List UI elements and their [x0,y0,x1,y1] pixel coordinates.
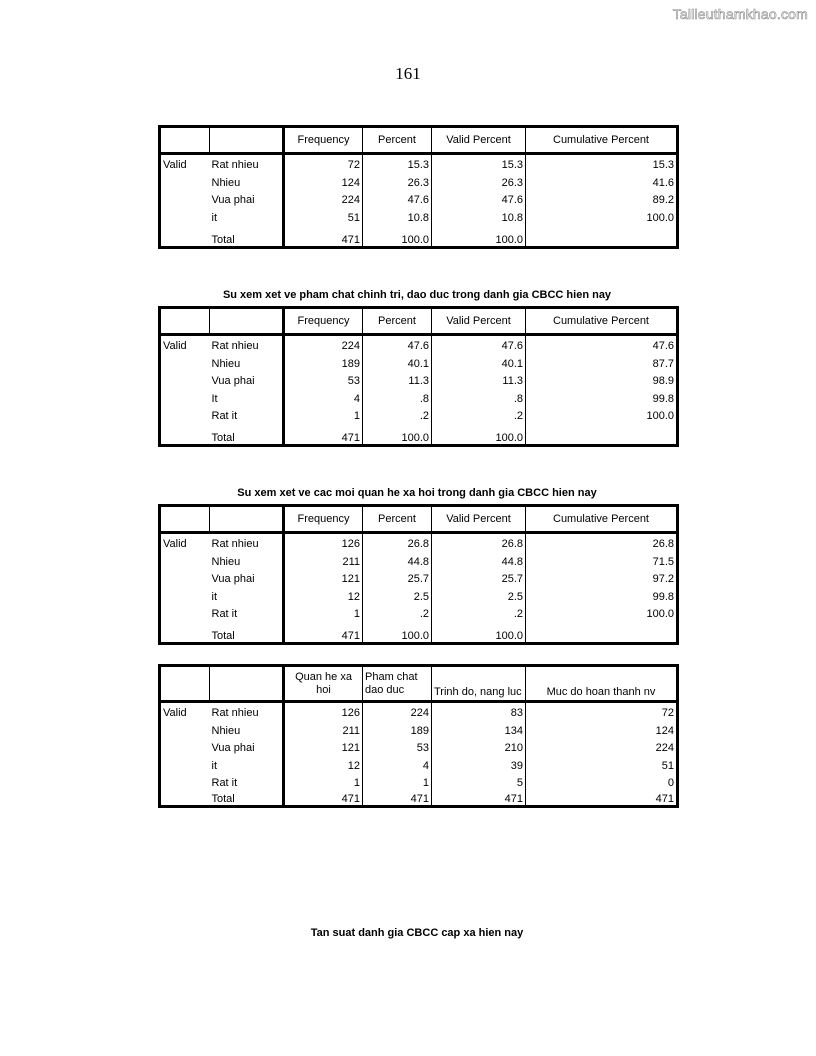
header-blank [210,308,284,335]
cell-frequency: 124 [284,171,363,189]
header-muc-do-hoan-thanh-nv: Muc do hoan thanh nv [526,666,678,702]
cell-cumulative-percent: 98.9 [526,370,678,388]
cell-valid-percent: 26.3 [432,171,526,189]
table-row [160,370,678,388]
cell-cumulative-percent [526,224,678,248]
header-percent: Percent [363,506,432,533]
cell-muc-do: 72 [526,702,678,720]
cell-valid-percent: 47.6 [432,335,526,353]
cell-frequency: 53 [284,370,363,388]
cell-pham-chat: 224 [363,702,432,720]
table-row-total [160,789,678,807]
row-label: It [211,392,218,405]
cell-valid-percent: .2 [432,405,526,423]
footer-title: Tan suat danh gia CBCC cap xa hien nay [310,927,524,939]
cell-pham-chat: 53 [363,737,432,755]
table-row [160,387,678,405]
table-row [160,189,678,207]
row-label: Vua phai [211,573,255,585]
cell-frequency: 4 [284,387,363,405]
row-label: Vua phai [211,194,255,206]
cell-valid-percent: 10.8 [432,206,526,224]
header-blank [210,506,284,533]
cell-frequency: 471 [284,224,363,248]
table-2-title: Su xem xet ve pham chat chinh tri, dao duc trong danh gia CBCC hien nay [222,289,612,301]
cell-valid-percent: 2.5 [432,585,526,603]
cell-muc-do: 51 [526,754,678,772]
cell-valid-percent: 100.0 [432,620,526,644]
cell-quan-he: 121 [284,737,363,755]
table-row [160,405,678,423]
cell-frequency: 224 [284,335,363,353]
row-label: it [211,590,217,603]
watermark: Tailieuthamkhao.com [672,6,808,22]
header-cumulative-percent: Cumulative Percent [526,127,678,154]
header-trinh-do-nang-luc: Trinh do, nang luc [432,666,526,702]
table-row [160,335,678,353]
group-label: Valid [163,340,187,352]
frequency-table-1 [158,125,679,249]
cell-trinh-do: 210 [432,737,526,755]
cell-cumulative-percent [526,422,678,446]
header-frequency: Frequency [284,506,363,533]
cell-frequency: 1 [284,405,363,423]
table-row [160,737,678,755]
header-quan-he-xa-hoi: Quan he xa hoi [284,666,363,702]
table-row [160,754,678,772]
cell-valid-percent: 100.0 [432,422,526,446]
cell-percent: .2 [363,603,432,621]
cell-cumulative-percent: 89.2 [526,189,678,207]
cell-frequency: 126 [284,533,363,551]
row-label: Total [211,233,235,246]
cell-frequency: 189 [284,352,363,370]
cell-muc-do: 471 [526,789,678,807]
header-valid-percent: Valid Percent [432,506,526,533]
cell-percent: 47.6 [363,335,432,353]
cell-cumulative-percent: 99.8 [526,387,678,405]
header-valid-percent: Valid Percent [432,308,526,335]
cell-percent: 26.8 [363,533,432,551]
cell-percent: .2 [363,405,432,423]
row-label: Vua phai [211,375,255,387]
cell-trinh-do: 39 [432,754,526,772]
table-row [160,533,678,551]
table-row-total [160,422,678,446]
cell-pham-chat: 189 [363,719,432,737]
cell-cumulative-percent: 71.5 [526,550,678,568]
cell-frequency: 72 [284,154,363,172]
cell-muc-do: 224 [526,737,678,755]
group-label: Valid [163,707,187,719]
cell-quan-he: 1 [284,772,363,790]
cell-valid-percent: 26.8 [432,533,526,551]
group-label: Valid [163,538,187,550]
header-blank [160,666,210,702]
table-row [160,603,678,621]
header-cumulative-percent: Cumulative Percent [526,308,678,335]
header-blank [160,308,210,335]
cell-valid-percent: 47.6 [432,189,526,207]
table-row [160,206,678,224]
cell-valid-percent: .2 [432,603,526,621]
table-row [160,585,678,603]
frequency-table-3 [158,504,679,645]
cell-muc-do: 0 [526,772,678,790]
cell-percent: 25.7 [363,568,432,586]
cell-trinh-do: 471 [432,789,526,807]
header-percent: Percent [363,308,432,335]
row-label: it [211,759,217,772]
row-label: Total [211,793,235,805]
cell-frequency: 1 [284,603,363,621]
cell-percent: 100.0 [363,224,432,248]
cell-percent: 10.8 [363,206,432,224]
cell-valid-percent: 40.1 [432,352,526,370]
header-blank [210,666,284,702]
cell-percent: 44.8 [363,550,432,568]
table-row [160,550,678,568]
cell-cumulative-percent: 41.6 [526,171,678,189]
cell-quan-he: 471 [284,789,363,807]
row-label: Nhieu [211,724,241,737]
table-3-title: Su xem xet ve cac moi quan he xa hoi trong danh gia CBCC hien nay [237,487,597,499]
summary-table [158,664,679,808]
cell-muc-do: 124 [526,719,678,737]
cell-cumulative-percent: 100.0 [526,603,678,621]
cell-frequency: 471 [284,422,363,446]
row-label: Rat nhieu [211,159,259,171]
cell-percent: 100.0 [363,422,432,446]
cell-percent: 47.6 [363,189,432,207]
cell-pham-chat: 1 [363,772,432,790]
table-row [160,772,678,790]
cell-pham-chat: 471 [363,789,432,807]
cell-cumulative-percent: 47.6 [526,335,678,353]
table-row [160,352,678,370]
table-row [160,719,678,737]
table-row [160,568,678,586]
cell-cumulative-percent [526,620,678,644]
row-label: Rat nhieu [211,340,259,352]
cell-quan-he: 211 [284,719,363,737]
cell-valid-percent: 100.0 [432,224,526,248]
cell-cumulative-percent: 99.8 [526,585,678,603]
cell-cumulative-percent: 26.8 [526,533,678,551]
cell-frequency: 471 [284,620,363,644]
cell-percent: 100.0 [363,620,432,644]
header-blank [160,127,210,154]
row-label: it [211,211,217,224]
cell-percent: 15.3 [363,154,432,172]
cell-cumulative-percent: 87.7 [526,352,678,370]
cell-frequency: 12 [284,585,363,603]
header-blank [160,506,210,533]
cell-cumulative-percent: 97.2 [526,568,678,586]
table-row [160,154,678,172]
cell-quan-he: 12 [284,754,363,772]
table-row [160,702,678,720]
cell-trinh-do: 134 [432,719,526,737]
cell-valid-percent: .8 [432,387,526,405]
cell-pham-chat: 4 [363,754,432,772]
row-label: Total [211,432,235,444]
cell-cumulative-percent: 100.0 [526,405,678,423]
cell-trinh-do: 5 [432,772,526,790]
row-label: Rat it [211,777,238,789]
row-label: Rat it [211,410,238,422]
row-label: Rat nhieu [211,538,259,550]
cell-frequency: 211 [284,550,363,568]
cell-percent: .8 [363,387,432,405]
cell-valid-percent: 15.3 [432,154,526,172]
row-label: Vua phai [211,742,255,754]
cell-cumulative-percent: 100.0 [526,206,678,224]
table-row [160,171,678,189]
frequency-table-2 [158,306,679,447]
cell-frequency: 224 [284,189,363,207]
table-row-total [160,620,678,644]
cell-percent: 26.3 [363,171,432,189]
cell-valid-percent: 11.3 [432,370,526,388]
group-label: Valid [163,159,187,171]
header-frequency: Frequency [284,127,363,154]
cell-percent: 2.5 [363,585,432,603]
table-row-total [160,224,678,248]
header-cumulative-percent: Cumulative Percent [526,506,678,533]
header-valid-percent: Valid Percent [432,127,526,154]
row-label: Total [211,630,235,642]
row-label: Rat nhieu [211,707,259,719]
header-pham-chat-dao-duc: Pham chat dao duc [363,666,432,702]
row-label: Rat it [211,608,238,620]
row-label: Nhieu [211,357,241,370]
page-number: 161 [395,64,421,83]
cell-valid-percent: 25.7 [432,568,526,586]
row-label: Nhieu [211,555,241,568]
header-percent: Percent [363,127,432,154]
row-label: Nhieu [211,176,241,189]
cell-percent: 11.3 [363,370,432,388]
cell-frequency: 51 [284,206,363,224]
cell-cumulative-percent: 15.3 [526,154,678,172]
cell-valid-percent: 44.8 [432,550,526,568]
cell-frequency: 121 [284,568,363,586]
cell-percent: 40.1 [363,352,432,370]
header-frequency: Frequency [284,308,363,335]
cell-quan-he: 126 [284,702,363,720]
cell-trinh-do: 83 [432,702,526,720]
header-blank [210,127,284,154]
